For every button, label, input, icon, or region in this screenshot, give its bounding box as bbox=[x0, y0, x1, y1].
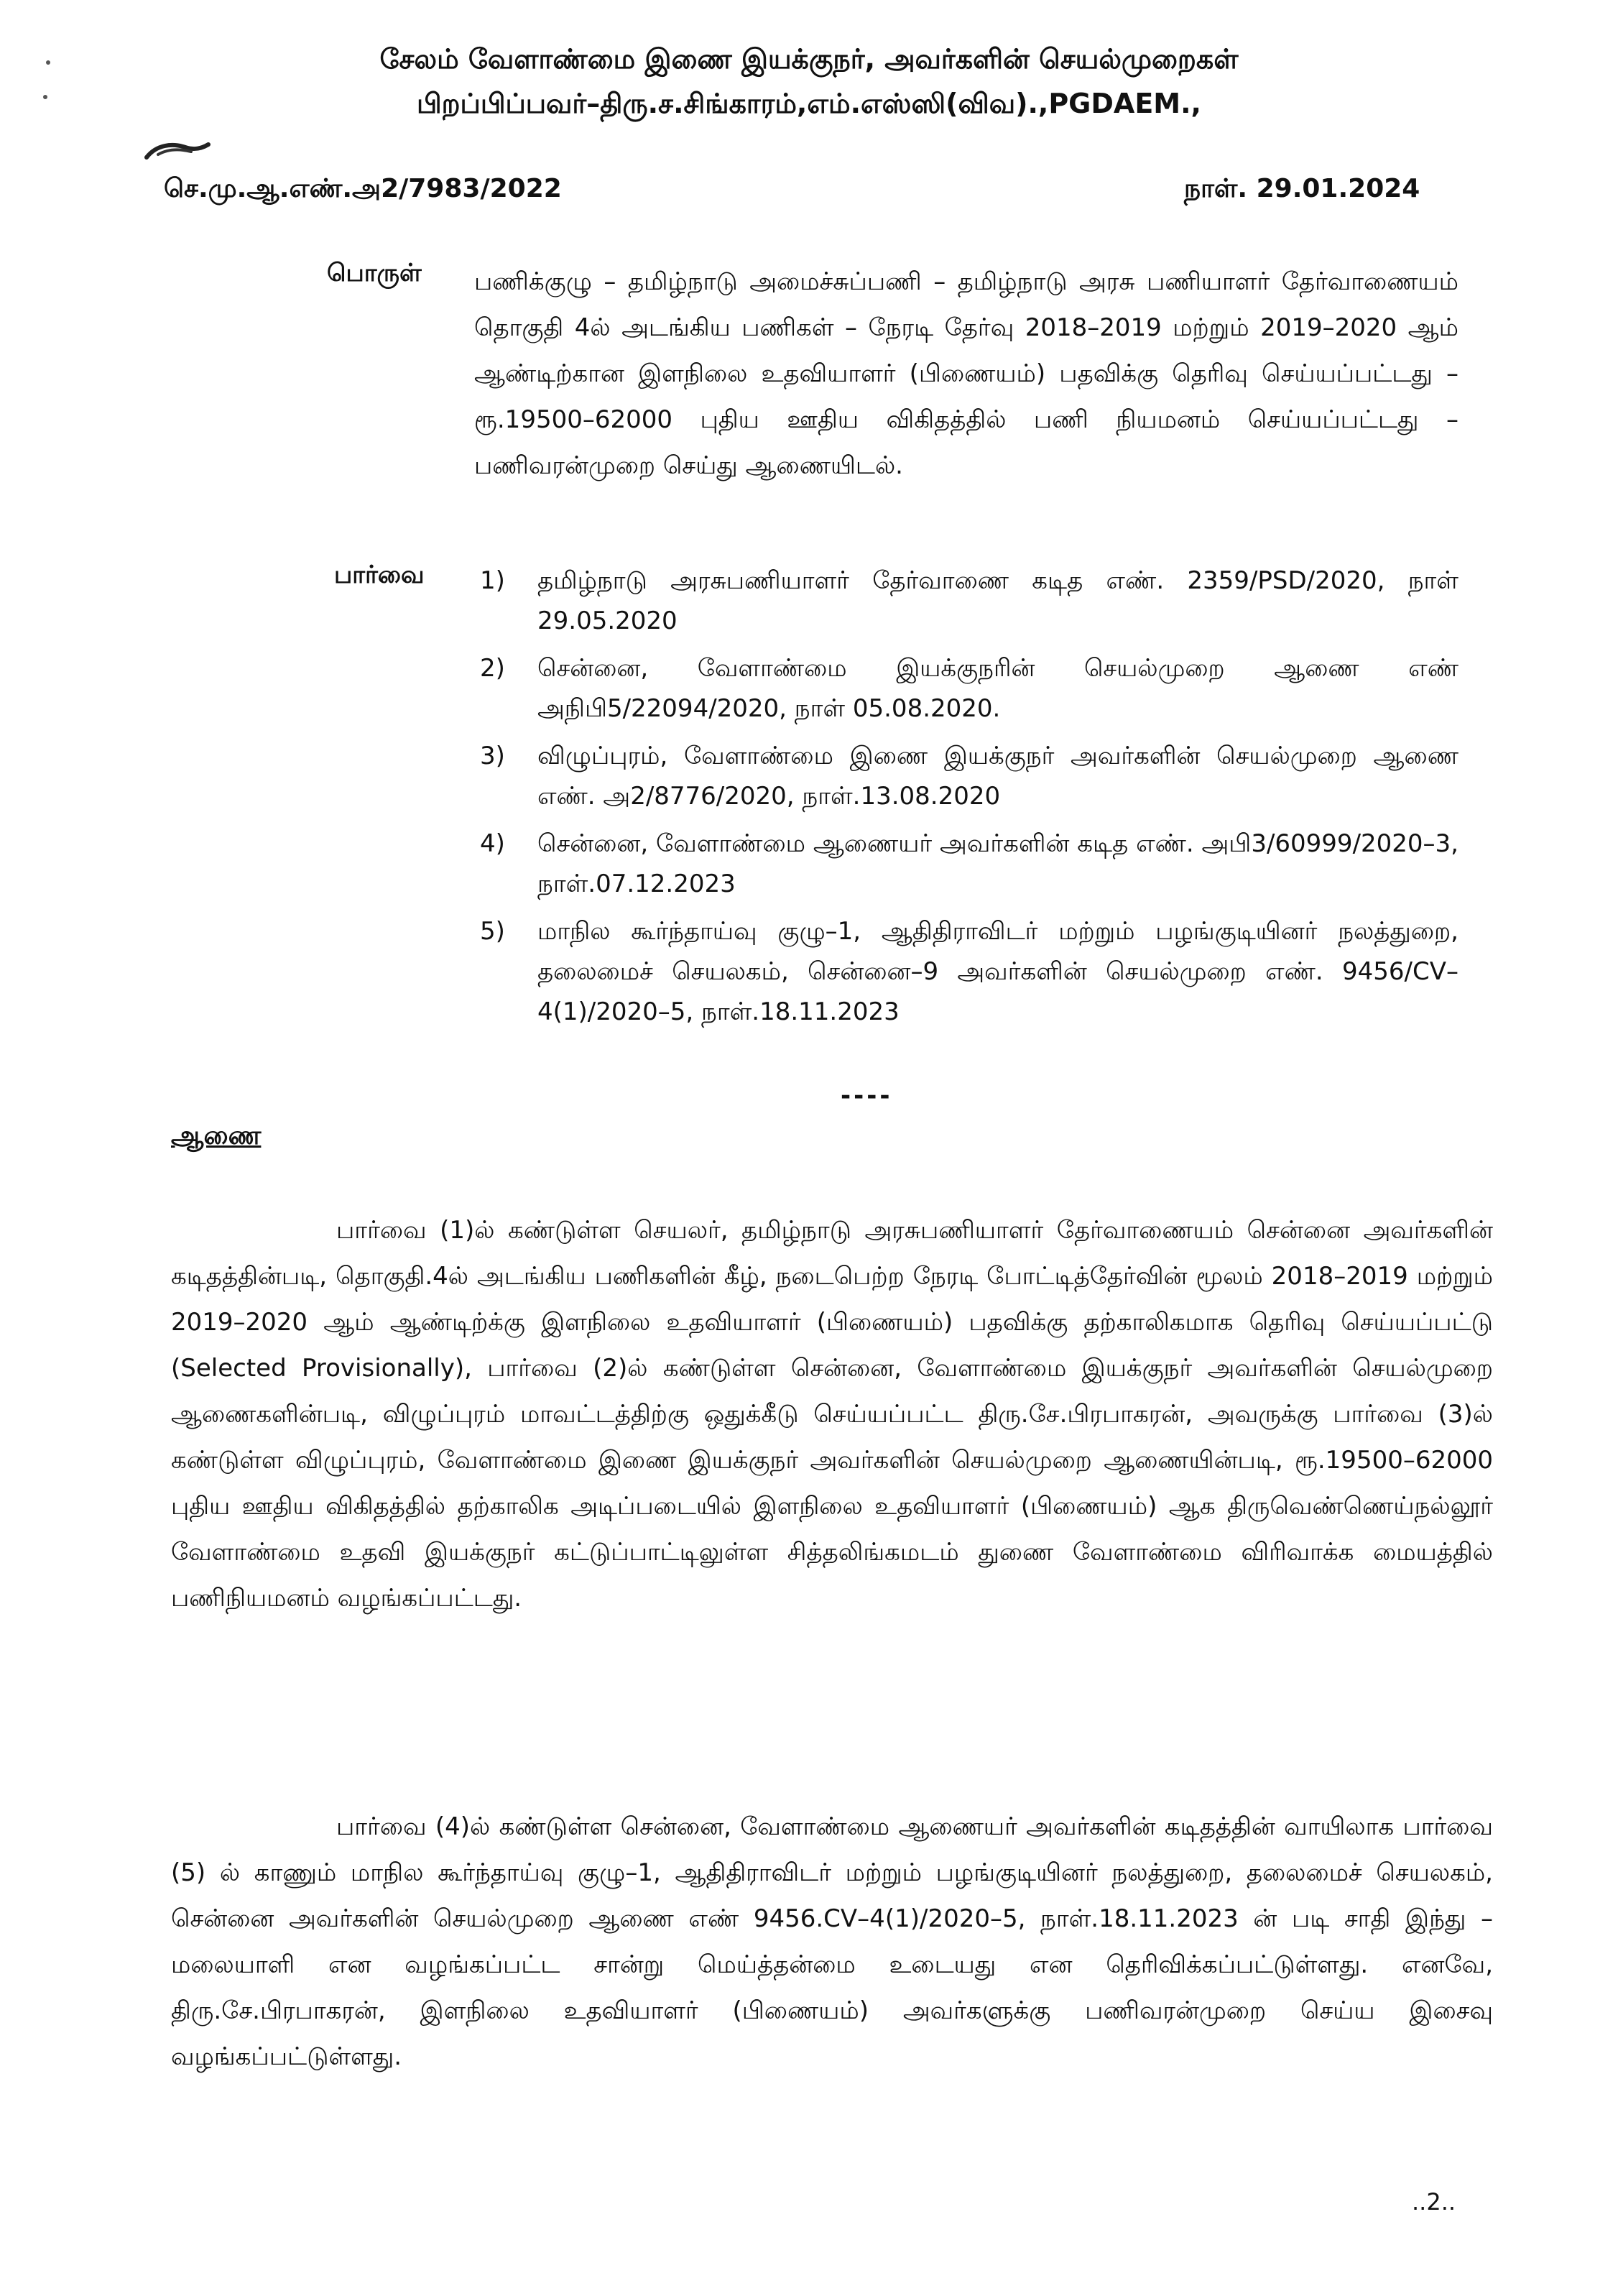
reference-item bbox=[480, 561, 1458, 641]
reference-number: 5) bbox=[480, 917, 505, 946]
order-paragraph-2: பார்வை (4)ல் கண்டுள்ள சென்னை, வேளாண்மை ஆணையர் அவர்களின் கடிதத்தின் வாயிலாக பார்வை (5) ல் காணும் மாநில கூர்ந்தாய்வு குழு–1, ஆதிதிராவிடர் மற்றும் பழங்குடியினர் நலத்துறை, தலைமைச் செயலகம், சென்னை அவர்களின் செயல்முறை ஆணை எண் 9456.CV–4(1)/2020–5, நாள்.18.11.2023 ன் படி சாதி இந்து – மலையாளி என வழங்கப்பட்ட சான்று மெய்த்தன்மை உடையது என தெரிவிக்கப்பட்டுள்ளது. எனவே, திரு.சே.பிரபாகரன், இளநிலை உதவியாளர் (பிணையம்) அவர்களுக்கு பணிவரன்முறை செய்ய இசைவு வழங்கப்பட்டுள்ளது. bbox=[171, 1812, 1493, 2071]
reference-number: 2) bbox=[480, 654, 505, 683]
reference-text: சென்னை, வேளாண்மை ஆணையர் அவர்களின் கடித எண். அபி3/60999/2020–3, நாள்.07.12.2023 bbox=[537, 829, 1458, 898]
references-label: பார்வை bbox=[334, 561, 425, 589]
reference-number: 1) bbox=[480, 566, 505, 595]
reference-number: 3) bbox=[480, 742, 505, 770]
order-heading: ஆணை bbox=[171, 1121, 262, 1151]
reference-text: தமிழ்நாடு அரசுபணியாளர் தேர்வாணை கடித எண். 2359/PSD/2020, நாள் 29.05.2020 bbox=[537, 566, 1458, 635]
pen-scribble-mark bbox=[144, 140, 212, 162]
page-continuation: ..2.. bbox=[1412, 2188, 1456, 2216]
reference-item bbox=[480, 648, 1458, 729]
reference-item bbox=[480, 736, 1458, 816]
reference-text: மாநில கூர்ந்தாய்வு குழு–1, ஆதிதிராவிடர் மற்றும் பழங்குடியினர் நலத்துறை, தலைமைச் செயலகம், சென்னை–9 அவர்களின் செயல்முறை எண். 9456/CV–4(1)/2020–5, நாள்.18.11.2023 bbox=[537, 917, 1458, 1026]
reference-number: 4) bbox=[480, 829, 505, 858]
section-separator: ---- bbox=[841, 1082, 893, 1110]
reference-item bbox=[480, 824, 1458, 904]
order-paragraph-1: பார்வை (1)ல் கண்டுள்ள செயலர், தமிழ்நாடு அரசுபணியாளர் தேர்வாணையம் சென்னை அவர்களின் கடிதத்தின்படி, தொகுதி.4ல் அடங்கிய பணிகளின் கீழ், நடைபெற்ற நேரடி போட்டித்தேர்வின் மூலம் 2018–2019 மற்றும் 2019–2020 ஆம் ஆண்டிற்க்கு இளநிலை உதவியாளர் (பிணையம்) பதவிக்கு தற்காலிகமாக தெரிவு செய்யப்பட்டு (Selected Provisionally), பார்வை (2)ல் கண்டுள்ள சென்னை, வேளாண்மை இயக்குநர் அவர்களின் செயல்முறை ஆணைகளின்படி, விழுப்புரம் மாவட்டத்திற்கு ஒதுக்கீடு செய்யப்பட்ட திரு.சே.பிரபாகரன், அவருக்கு பார்வை (3)ல் கண்டுள்ள விழுப்புரம், வேளாண்மை இணை இயக்குநர் அவர்களின் செயல்முறை ஆணையின்படி, ரூ.19500–62000 புதிய ஊதிய விகிதத்தில் தற்காலிக அடிப்படையில் இளநிலை உதவியாளர் (பிணையம்) ஆக திருவெண்ணெய்நல்லூர் வேளாண்மை உதவி இயக்குநர் கட்டுப்பாட்டிலுள்ள சித்தலிங்கமடம் துணை வேளாண்மை விரிவாக்க மையத்தில் பணிநியமனம் வழங்கப்பட்டது. bbox=[171, 1216, 1493, 1613]
reference-item bbox=[480, 911, 1458, 1032]
document-date: நாள். 29.01.2024 bbox=[1184, 174, 1420, 203]
subject-label: பொருள் bbox=[327, 259, 422, 287]
issuing-officer: பிறப்பிப்பவர்–திரு.ச.சிங்காரம்,எம்.எஸ்ஸி(விவ).,PGDAEM., bbox=[417, 88, 1201, 119]
subject-text: பணிக்குழு – தமிழ்நாடு அமைச்சுப்பணி – தமிழ்நாடு அரசு பணியாளர் தேர்வாணையம் தொகுதி 4ல் அடங்கிய பணிகள் – நேரடி தேர்வு 2018–2019 மற்றும் 2019–2020 ஆம் ஆண்டிற்கான இளநிலை உதவியாளர் (பிணையம்) பதவிக்கு தெரிவு செய்யப்பட்டது – ரூ.19500–62000 புதிய ஊதிய விகிதத்தில் பணி நியமனம் செய்யப்பட்டது – பணிவரன்முறை செய்து ஆணையிடல். bbox=[474, 267, 1458, 480]
references-list bbox=[480, 561, 1458, 1039]
proceedings-number: செ.மு.ஆ.எண்.அ2/7983/2022 bbox=[164, 174, 562, 203]
reference-text: சென்னை, வேளாண்மை இயக்குநரின் செயல்முறை ஆணை எண் அநிபி5/22094/2020, நாள் 05.08.2020. bbox=[537, 654, 1458, 723]
reference-text: விழுப்புரம், வேளாண்மை இணை இயக்குநர் அவர்களின் செயல்முறை ஆணை எண். அ2/8776/2020, நாள்.13.08.2020 bbox=[537, 742, 1458, 811]
office-header: சேலம் வேளாண்மை இணை இயக்குநர், அவர்களின் செயல்முறைகள் bbox=[379, 43, 1239, 75]
